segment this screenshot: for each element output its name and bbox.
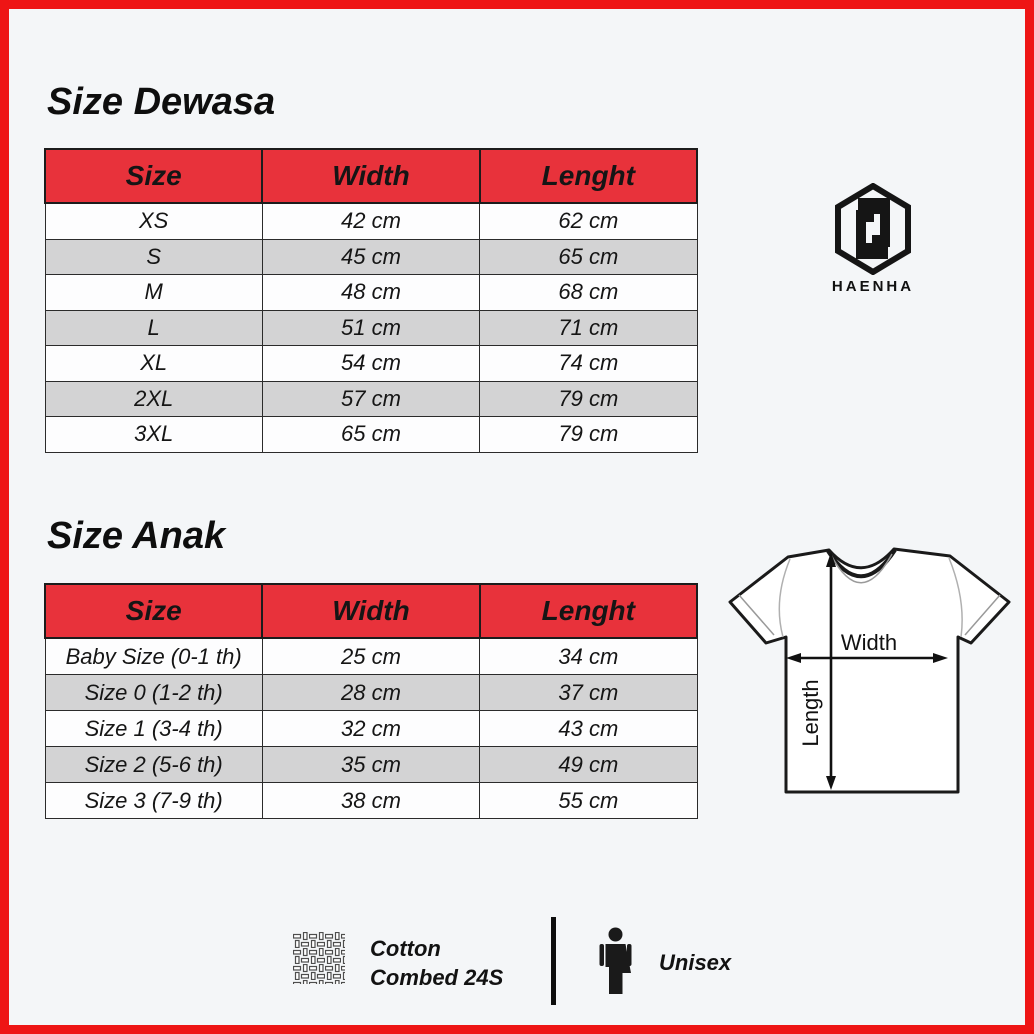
adult-size-table [44, 148, 698, 453]
table-cell: XS [45, 203, 262, 239]
table-cell: 42 cm [262, 203, 479, 239]
table-cell: 62 cm [480, 203, 697, 239]
table-cell: Baby Size (0-1 th) [45, 638, 262, 675]
table-row [45, 203, 697, 239]
table-row [45, 275, 697, 311]
table-cell: 57 cm [262, 381, 479, 417]
table-cell: 79 cm [480, 417, 697, 453]
table-cell: 37 cm [480, 675, 697, 711]
table-row [45, 638, 697, 675]
width-label: Width [840, 630, 898, 655]
table-cell: Size 1 (3-4 th) [45, 711, 262, 747]
table-cell: 79 cm [480, 381, 697, 417]
column-header: Lenght [480, 584, 697, 638]
table-cell: Size 3 (7-9 th) [45, 783, 262, 819]
table-cell: 32 cm [262, 711, 479, 747]
table-row [45, 675, 697, 711]
table-cell: 74 cm [480, 346, 697, 382]
table-row [45, 417, 697, 453]
table-cell: 28 cm [262, 675, 479, 711]
table-cell: 48 cm [262, 275, 479, 311]
column-header: Width [262, 149, 479, 203]
table-cell: 71 cm [480, 310, 697, 346]
table-row [45, 783, 697, 819]
table-cell: XL [45, 346, 262, 382]
material-text [370, 934, 503, 992]
unisex-label: Unisex [659, 950, 732, 975]
table-cell: 65 cm [262, 417, 479, 453]
column-header: Width [262, 584, 479, 638]
adult-section-title: Size Dewasa [47, 81, 276, 123]
adult-table-header-row [45, 149, 697, 203]
brand-name: HAENHA [831, 278, 915, 295]
table-cell: 54 cm [262, 346, 479, 382]
table-cell: 25 cm [262, 638, 479, 675]
material-line1: Cotton [370, 936, 441, 961]
table-cell: 55 cm [480, 783, 697, 819]
tshirt-outline [730, 549, 1009, 792]
table-cell: L [45, 310, 262, 346]
table-cell: Size 0 (1-2 th) [45, 675, 262, 711]
table-row [45, 346, 697, 382]
table-cell: S [45, 239, 262, 275]
table-cell: 43 cm [480, 711, 697, 747]
kids-table-header-row [45, 584, 697, 638]
kids-size-table [44, 583, 698, 819]
table-cell: 34 cm [480, 638, 697, 675]
table-cell: 68 cm [480, 275, 697, 311]
table-row [45, 747, 697, 783]
table-row [45, 381, 697, 417]
table-cell: Size 2 (5-6 th) [45, 747, 262, 783]
material-line2: Combed 24S [370, 965, 504, 990]
table-cell: 65 cm [480, 239, 697, 275]
table-cell: 49 cm [480, 747, 697, 783]
table-row [45, 239, 697, 275]
table-cell: 2XL [45, 381, 262, 417]
table-cell: 45 cm [262, 239, 479, 275]
brand-logo-block [829, 183, 917, 295]
table-cell: 3XL [45, 417, 262, 453]
unisex-figure-icon [599, 927, 632, 997]
kids-section-title: Size Anak [47, 515, 226, 557]
tshirt-measurement-diagram [726, 540, 1013, 802]
table-cell: 35 cm [262, 747, 479, 783]
fabric-weave-icon [293, 932, 345, 984]
table-row [45, 711, 697, 747]
column-header: Size [45, 584, 262, 638]
column-header: Size [45, 149, 262, 203]
column-header: Lenght [480, 149, 697, 203]
haenha-logo-icon [835, 183, 911, 275]
table-cell: M [45, 275, 262, 311]
table-row [45, 310, 697, 346]
table-cell: 51 cm [262, 310, 479, 346]
length-label: Length [798, 679, 823, 747]
footer-divider [551, 917, 556, 1005]
table-cell: 38 cm [262, 783, 479, 819]
